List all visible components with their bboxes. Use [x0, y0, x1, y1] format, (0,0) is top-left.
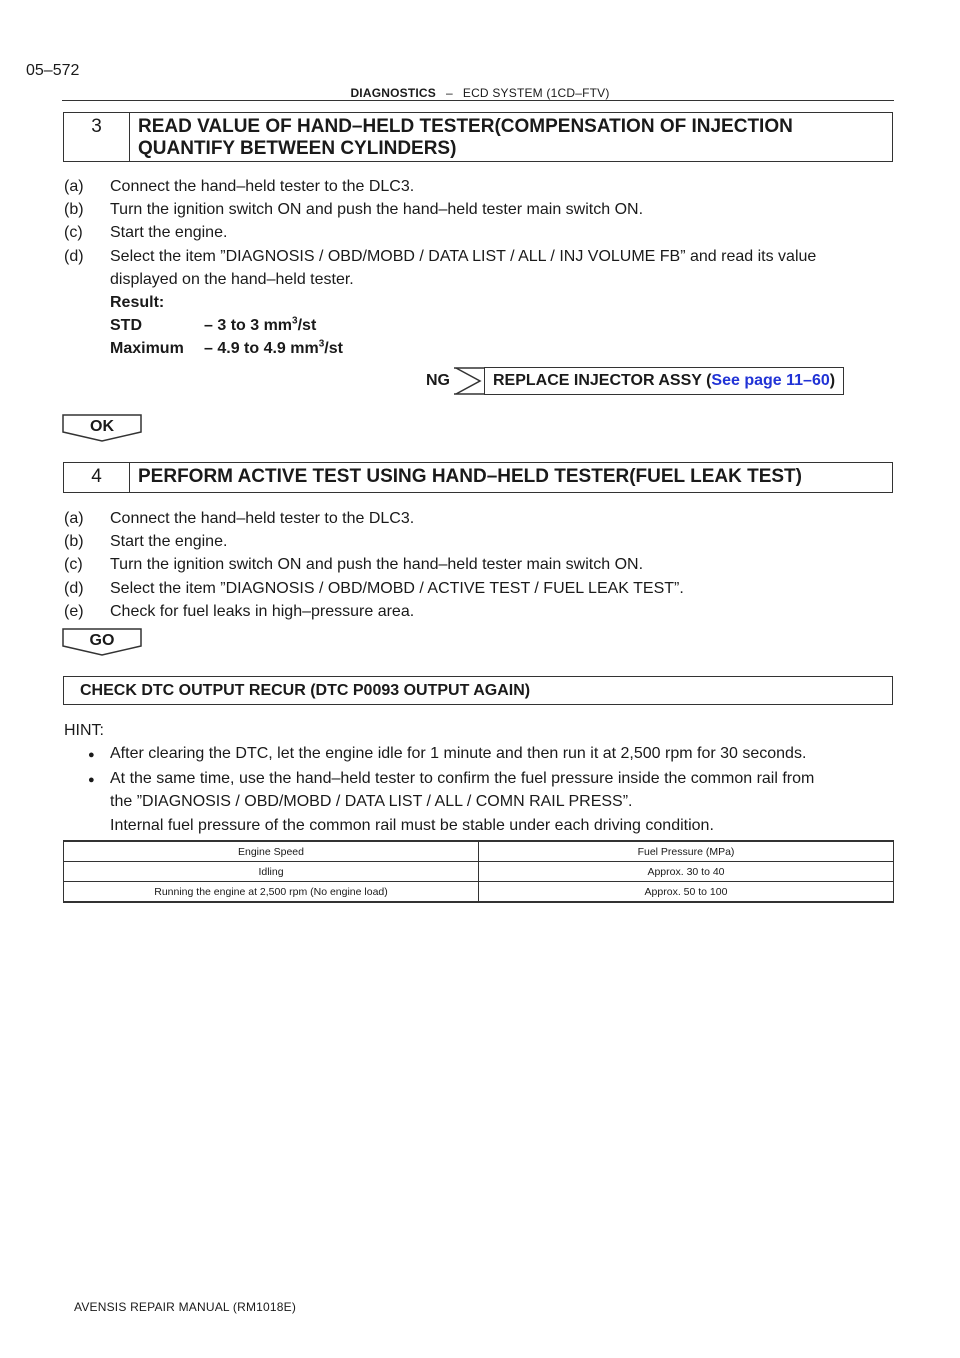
footer-manual-title: AVENSIS REPAIR MANUAL (RM1018E) — [74, 1300, 297, 1314]
list-item: (d) Select the item ”DIAGNOSIS / OBD/MOBD / DATA LIST / ALL / INJ VOLUME FB” and read its value displayed on the hand–held tester. — [64, 247, 817, 288]
result-label: Result: — [110, 294, 165, 311]
check-dtc-box: CHECK DTC OUTPUT RECUR (DTC P0093 OUTPUT AGAIN) — [63, 676, 893, 705]
list-item: (c) Start the engine. — [64, 224, 228, 242]
list-item: (c) Turn the ignition switch ON and push the hand–held tester main switch ON. — [64, 556, 644, 574]
list-item: (d) Select the item ”DIAGNOSIS / OBD/MOBD / ACTIVE TEST / FUEL LEAK TEST”. — [64, 579, 684, 597]
step-3-box — [63, 112, 893, 162]
fuel-pressure-table — [63, 840, 894, 903]
list-item: ● At the same time, use the hand–held tester to confirm the fuel pressure inside the common rail from the ”DIAGNOSIS / OBD/MOBD / DATA LIST / ALL / COMN RAIL PRESS”. Internal fuel pressure of the common rail must be stable under each driving condition. — [88, 767, 898, 837]
table-cell: Approx. 50 to 100 — [479, 882, 894, 903]
step-3-title-line2: QUANTIFY BETWEEN CYLINDERS) — [138, 138, 457, 159]
step-4-box — [63, 462, 893, 493]
see-page-link[interactable]: See page 11–60 — [711, 372, 830, 389]
table-row — [64, 862, 894, 882]
table-header-row — [64, 841, 894, 862]
ng-arrow-icon — [454, 366, 486, 396]
step-3-title — [130, 113, 892, 161]
table-header-cell: Fuel Pressure (MPa) — [479, 841, 894, 862]
go-tag: GO — [62, 628, 142, 654]
step-3-instructions — [64, 175, 904, 291]
step-4-number: 4 — [64, 463, 130, 492]
list-item: (b) Turn the ignition switch ON and push the hand–held tester main switch ON. — [64, 201, 644, 219]
section-name: DIAGNOSTICS — [350, 86, 436, 100]
ng-branch — [426, 366, 844, 396]
list-item: (b) Start the engine. — [64, 533, 228, 551]
table-cell: Running the engine at 2,500 rpm (No engine load) — [64, 882, 479, 903]
list-item: ● After clearing the DTC, let the engine idle for 1 minute and then run it at 2,500 rpm for 30 seconds. — [88, 742, 898, 767]
ng-action-box: REPLACE INJECTOR ASSY (See page 11–60) — [484, 367, 844, 395]
table-cell: Idling — [64, 862, 479, 882]
page-number: 05–572 — [26, 62, 80, 79]
step-4-instructions — [64, 507, 904, 623]
step-3-number: 3 — [64, 113, 130, 161]
hint-label: HINT: — [64, 722, 104, 739]
ng-label: NG — [426, 372, 450, 389]
header-rule — [62, 100, 894, 101]
max-line: Maximum – 4.9 to 4.9 $mm^3/st$ — [110, 338, 343, 357]
std-line: STD – 3 to 3 $mm^3/st$ — [110, 315, 317, 334]
table-header-cell: Engine Speed — [64, 841, 479, 862]
bullet-icon: ● — [88, 749, 95, 761]
table-cell: Approx. 30 to 40 — [479, 862, 894, 882]
section-header — [0, 86, 960, 100]
table-row — [64, 882, 894, 903]
hint-bullets — [88, 742, 898, 837]
step-3-title-line1: READ VALUE OF HAND–HELD TESTER(COMPENSATION OF INJECTION — [138, 116, 793, 137]
list-item: (a) Connect the hand–held tester to the DLC3. — [64, 178, 415, 195]
list-item: (a) Connect the hand–held tester to the DLC3. — [64, 510, 415, 527]
header-dash: – — [445, 86, 453, 100]
result-block — [110, 291, 343, 360]
ok-tag: OK — [62, 414, 142, 440]
step-4-title: PERFORM ACTIVE TEST USING HAND–HELD TESTER(FUEL LEAK TEST) — [138, 466, 802, 487]
bullet-icon: ● — [88, 774, 95, 787]
subsection-name: ECD SYSTEM (1CD–FTV) — [462, 86, 610, 100]
list-item: (e) Check for fuel leaks in high–pressure area. — [64, 602, 415, 620]
